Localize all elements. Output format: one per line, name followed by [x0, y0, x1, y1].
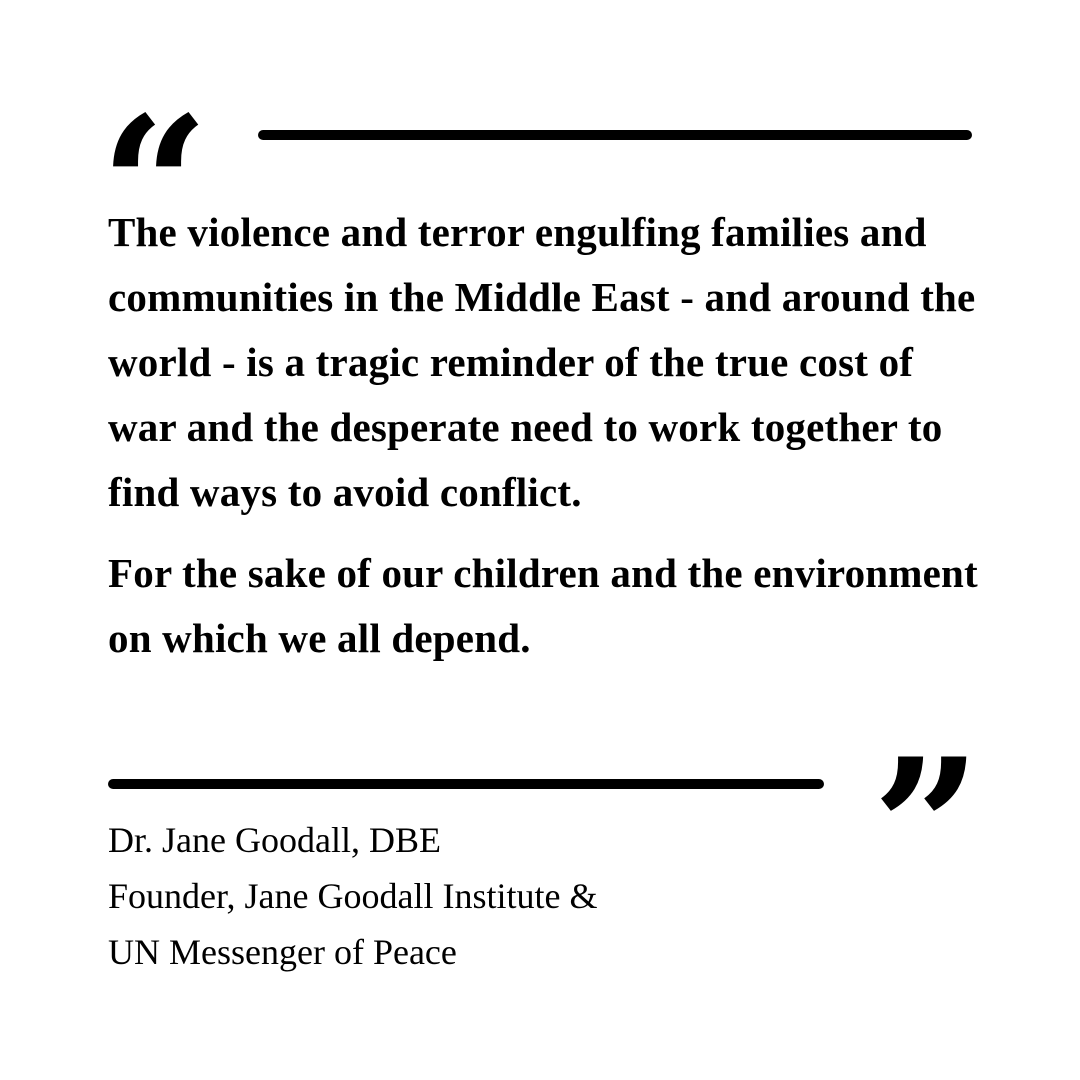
opening-quote-icon: “: [100, 75, 210, 298]
top-divider: [258, 130, 972, 140]
attribution-title-line-2: UN Messenger of Peace: [108, 932, 457, 972]
attribution-title-line-1: Founder, Jane Goodall Institute &: [108, 876, 598, 916]
bottom-divider: [108, 779, 824, 789]
quote-paragraph-1: The violence and terror engulfing families and communities in the Middle East - and around the world - is a tragic reminder of the true cost of war and the desperate need to work together to find ways to avoid conflict.: [108, 209, 976, 515]
closing-quote-icon: ”: [872, 717, 982, 940]
quote-paragraph-2: For the sake of our children and the environment on which we all depend.: [108, 550, 978, 661]
attribution-name: Dr. Jane Goodall, DBE: [108, 820, 441, 860]
attribution: [108, 812, 908, 980]
quote-text: [108, 200, 988, 671]
